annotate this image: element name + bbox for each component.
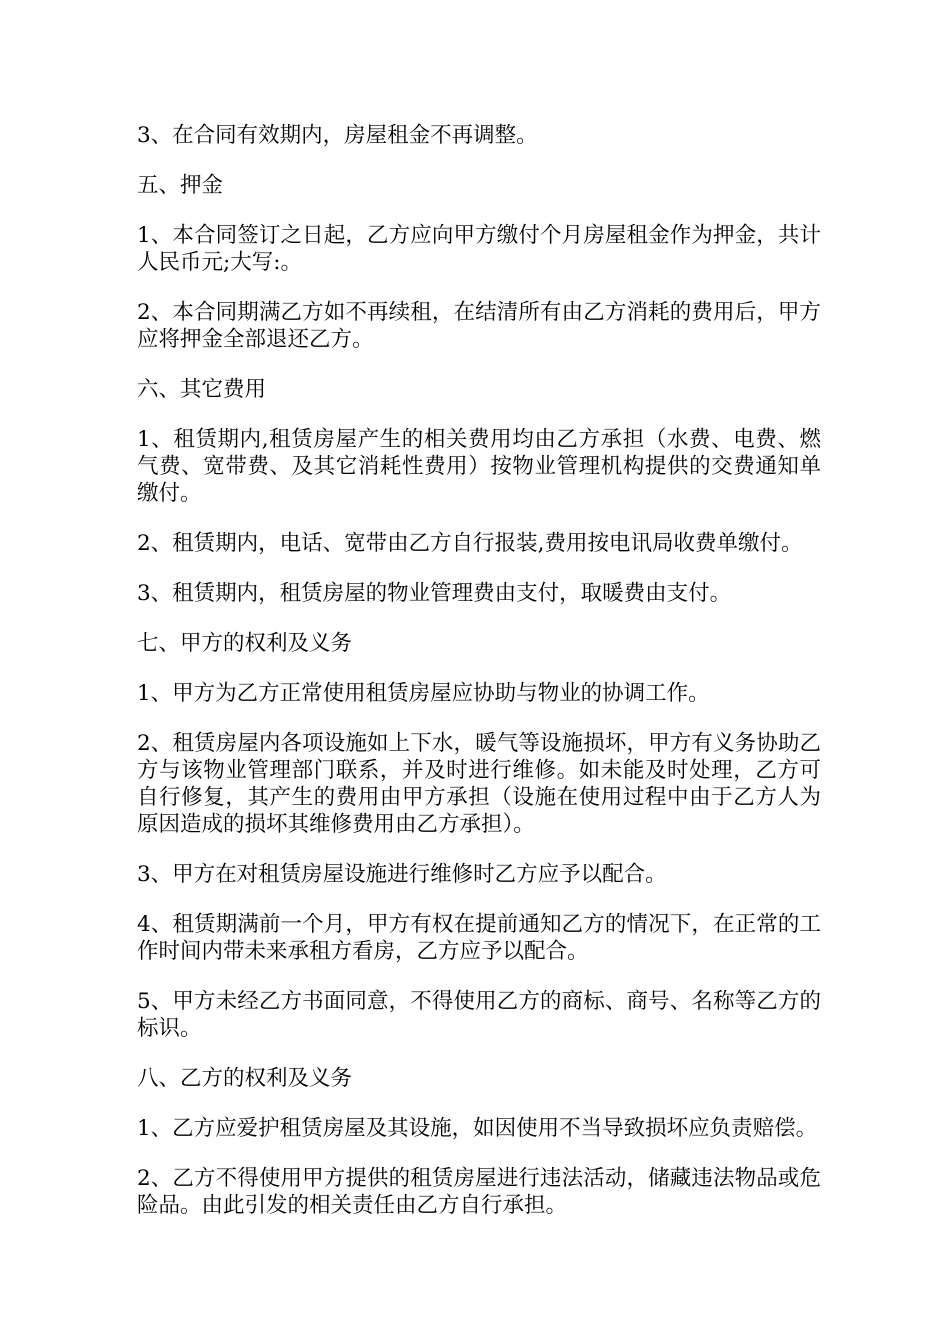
document-body xyxy=(137,122,821,1242)
clause-6-1: 1、租赁期内,租赁房屋产生的相关费用均由乙方承担（水费、电费、燃气费、宽带费、及其它消耗性费用）按物业管理机构提供的交费通知单缴付。 xyxy=(137,427,821,506)
clause-8-1: 1、乙方应爱护租赁房屋及其设施，如因使用不当导致损坏应负责赔偿。 xyxy=(137,1116,818,1141)
clause-6-3: 3、租赁期内，租赁房屋的物业管理费由支付，取暖费由支付。 xyxy=(137,581,732,606)
clause-7-3: 3、甲方在对租赁房屋设施进行维修时乙方应予以配合。 xyxy=(137,862,667,887)
clause-6-2: 2、租赁期内，电话、宽带由乙方自行报装,费用按电讯局收费单缴付。 xyxy=(137,531,803,556)
clause-4-3: 3、在合同有效期内，房屋租金不再调整。 xyxy=(137,123,538,148)
clause-7-5: 5、甲方未经乙方书面同意，不得使用乙方的商标、商号、名称等乙方的标识。 xyxy=(137,989,821,1041)
section-heading-party-b-rights: 八、乙方的权利及义务 xyxy=(137,1066,353,1091)
clause-5-1: 1、本合同签订之日起，乙方应向甲方缴付个月房屋租金作为押金，共计人民币元;大写:。 xyxy=(137,223,821,275)
section-heading-deposit: 五、押金 xyxy=(137,173,224,198)
clause-5-2: 2、本合同期满乙方如不再续租，在结清所有由乙方消耗的费用后，甲方应将押金全部退还乙方。 xyxy=(137,300,821,352)
clause-7-1: 1、甲方为乙方正常使用租赁房屋应协助与物业的协调工作。 xyxy=(137,681,710,706)
section-heading-party-a-rights: 七、甲方的权利及义务 xyxy=(137,631,353,656)
clause-8-2: 2、乙方不得使用甲方提供的租赁房屋进行违法活动，储藏违法物品或危险品。由此引发的相关责任由乙方自行承担。 xyxy=(137,1166,821,1218)
clause-7-4: 4、租赁期满前一个月，甲方有权在提前通知乙方的情况下，在正常的工作时间内带未来承租方看房，乙方应予以配合。 xyxy=(137,912,821,964)
section-heading-other-fees: 六、其它费用 xyxy=(137,377,267,402)
clause-7-2: 2、租赁房屋内各项设施如上下水，暖气等设施损坏，甲方有义务协助乙方与该物业管理部门联系，并及时进行维修。如未能及时处理，乙方可自行修复，其产生的费用由甲方承担（设施在使用过程中由于乙方人为原因造成的损坏其维修费用由乙方承担）。 xyxy=(137,731,821,837)
